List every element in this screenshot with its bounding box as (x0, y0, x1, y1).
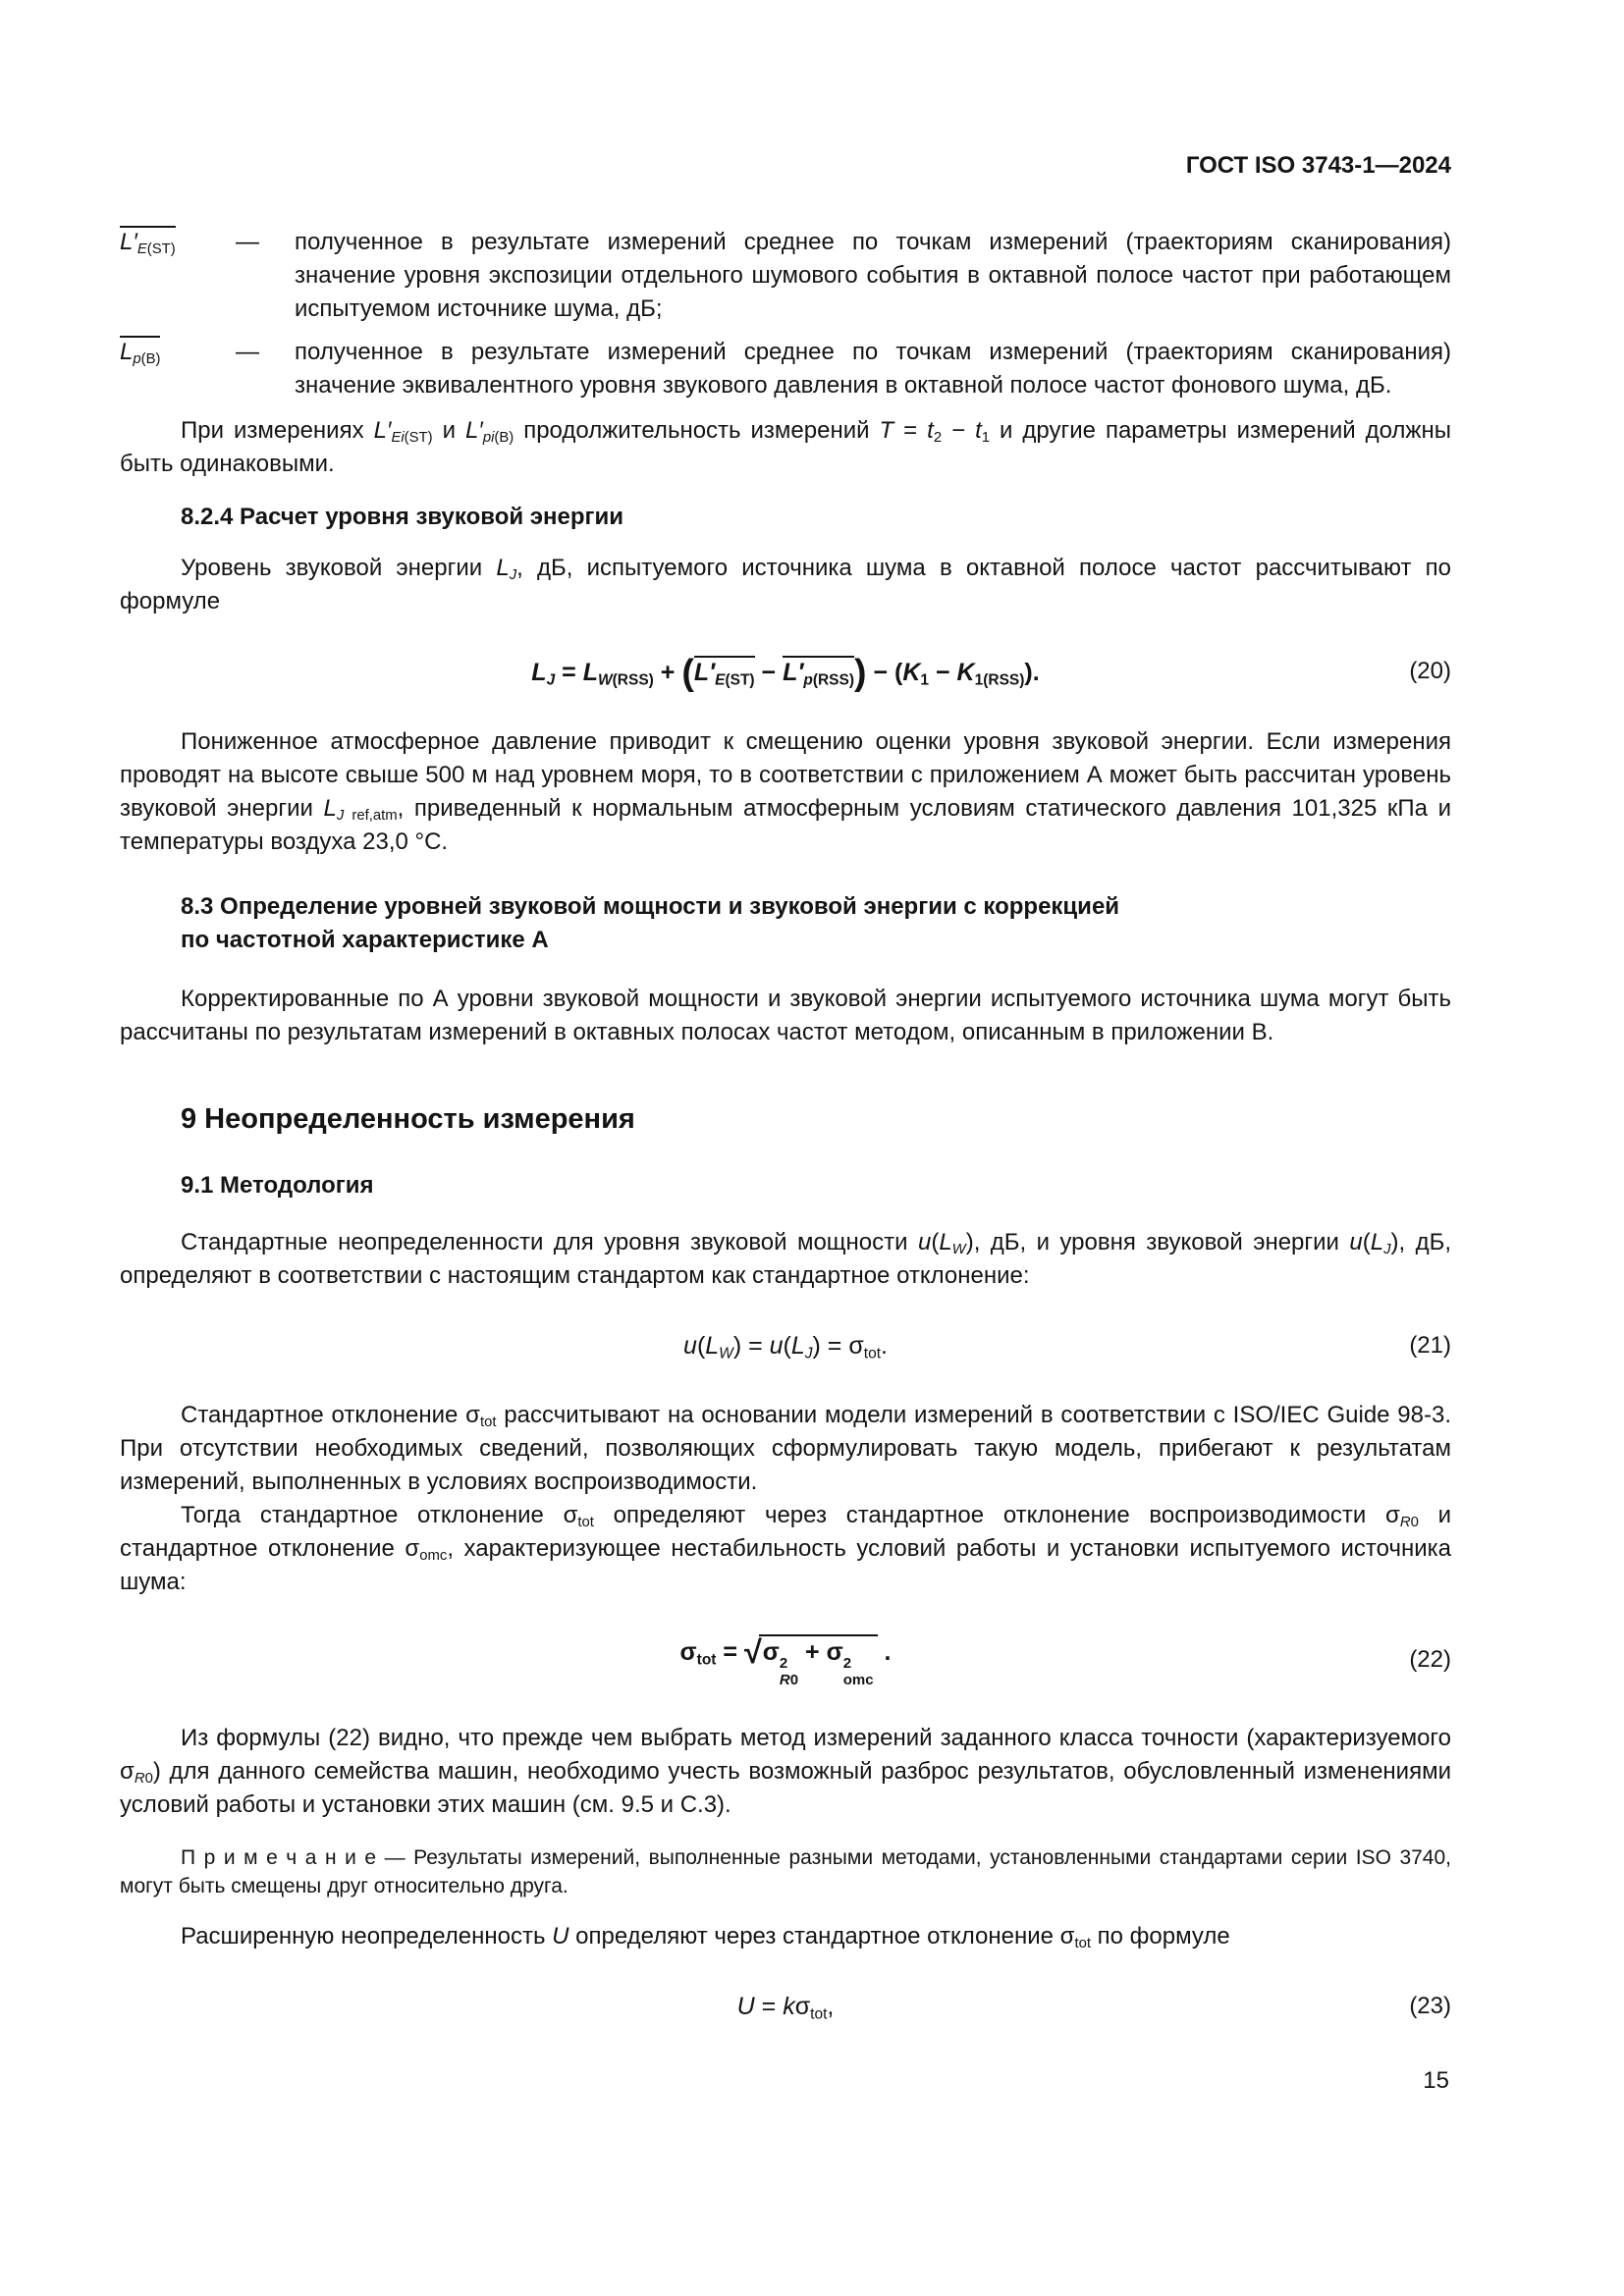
formula-20-expression: $L_J = L_{W(RSS)} + (L'_{E(ST)} - L'_{p(RSS)}) - (K_1 - K_{1(RSS)})$. (531, 651, 1040, 692)
formula-22-expression: $\sigma_{tot} = √\sigma$ 2 R0 + σ 2 omc . (679, 1633, 892, 1688)
definition-item (120, 226, 1451, 326)
heading-section-9: 9 Неопределенность измерения (181, 1102, 635, 1135)
document-header: ГОСТ ISO 3743-1—2024 (1185, 152, 1451, 179)
formula-20-number: (20) (1409, 658, 1451, 685)
paragraph-expanded-uncertainty: Расширенную неопределенность U определяют через стандартное отклонение $\sigma_{tot}$ по формуле (181, 1923, 1230, 1952)
formula-23-number: (23) (1409, 1993, 1451, 2020)
definition-item (120, 336, 1451, 402)
formula-21-expression: $u(L_W) = u(L_J) = \sigma_{tot}$. (683, 1331, 888, 1362)
paragraph-sigma-then: Тогда стандартное отклонение $\sigma_{tot}$ определяют через стандартное отклонение воспроизводимости $\sigma_{R0}$ и стандартное отклонение $\sigma_{omc}$, характеризующее нестабильность условий работы и установки испытуемого источника шума: (120, 1501, 1451, 1595)
formula-21-number: (21) (1409, 1331, 1451, 1359)
note-paragraph: П р и м е ч а н и е — Результаты измерений, выполненные разными методами, установленными стандартами серии ISO 3740, могут быть смещены друг относительно друга. (120, 1846, 1451, 1898)
formula-21 (120, 1326, 1451, 1365)
paragraph-measurement-conditions: При измерениях $L'_{Ei(ST)}$ и $L'_{pi(B)}$ продолжительность измерений $T = t_2 - t_1$ и другие параметры измерений должны быть одинаковыми. (120, 417, 1451, 477)
heading-8-3: 8.3 Определение уровней звуковой мощности и звуковой энергии с коррекцией по частотной характеристике А (181, 892, 1120, 953)
paragraph-standard-uncertainty: Стандартные неопределенности для уровня звуковой мощности $u(L_W)$, дБ, и уровня звуковой энергии $u(L_J)$, дБ, определяют в соответствии с настоящим стандартом как стандартное отклонение: (120, 1228, 1452, 1289)
formula-22 (120, 1632, 1451, 1689)
heading-8-2-4: 8.2.4 Расчет уровня звуковой энергии (181, 504, 624, 530)
definition-text: полученное в результате измерений среднее по точкам измерений (траекториям сканирования) значение уровня экспозиции отдельного шумового события в октавной полосе частот при работающем испытуемом источнике шума, дБ; (295, 229, 1451, 322)
page-number: 15 (1423, 2067, 1449, 2094)
definition-text: полученное в результате измерений среднее по точкам измерений (траекториям сканирования) значение эквивалентного уровня звукового давления в октавной полосе частот фонового шума, дБ. (295, 339, 1451, 399)
definition-dash: — (236, 339, 259, 365)
formula-20 (120, 652, 1451, 692)
formula-23 (120, 1987, 1451, 2026)
paragraph-from-formula-22: Из формулы (22) видно, что прежде чем выбрать метод измерений заданного класса точности (характеризуемого $\sigma_{R0}$) для данного семейства машин, необходимо учесть возможный разброс результатов, обусловленный изменениями условий работы и установки этих машин (см. 9.5 и С.3). (120, 1725, 1451, 1819)
paragraph-sigma-model: Стандартное отклонение $\sigma_{tot}$ рассчитывают на основании модели измерений в соответствии с ISO/IEC Guide 98-3. При отсутствии необходимых сведений, позволяющих сформулировать такую модель, прибегают к результатам измерений, выполненных в условиях воспроизводимости. (120, 1401, 1451, 1495)
paragraph-atmospheric-pressure: Пониженное атмосферное давление приводит к смещению оценки уровня звуковой энергии. Если измерения проводят на высоте свыше 500 м над уровнем моря, то в соответствии с приложением А может быть рассчитан уровень звуковой энергии $L_{J ref,atm}$, приведенный к нормальным атмосферным условиям статического давления 101,325 кПа и температуры воздуха 23,0 °С. (120, 727, 1451, 855)
paragraph-a-weighted: Корректированные по А уровни звуковой мощности и звуковой энергии испытуемого источника шума могут быть рассчитаны по результатам измерений в октавных полосах частот методом, описанным в приложении В. (120, 985, 1451, 1045)
heading-9-1: 9.1 Методология (181, 1171, 374, 1199)
paragraph-energy-intro: Уровень звуковой энергии $L_J$, дБ, испытуемого источника шума в октавной полосе частот рассчитывают по формуле (120, 555, 1451, 614)
formula-22-number: (22) (1409, 1646, 1451, 1674)
definition-term: $L'_{E(ST)}$ (120, 226, 236, 326)
formula-23-expression: $U = k\sigma_{tot}$, (736, 1993, 835, 2023)
definition-dash: — (236, 229, 259, 255)
definition-term: $L_{p(B)}$ (120, 336, 236, 402)
